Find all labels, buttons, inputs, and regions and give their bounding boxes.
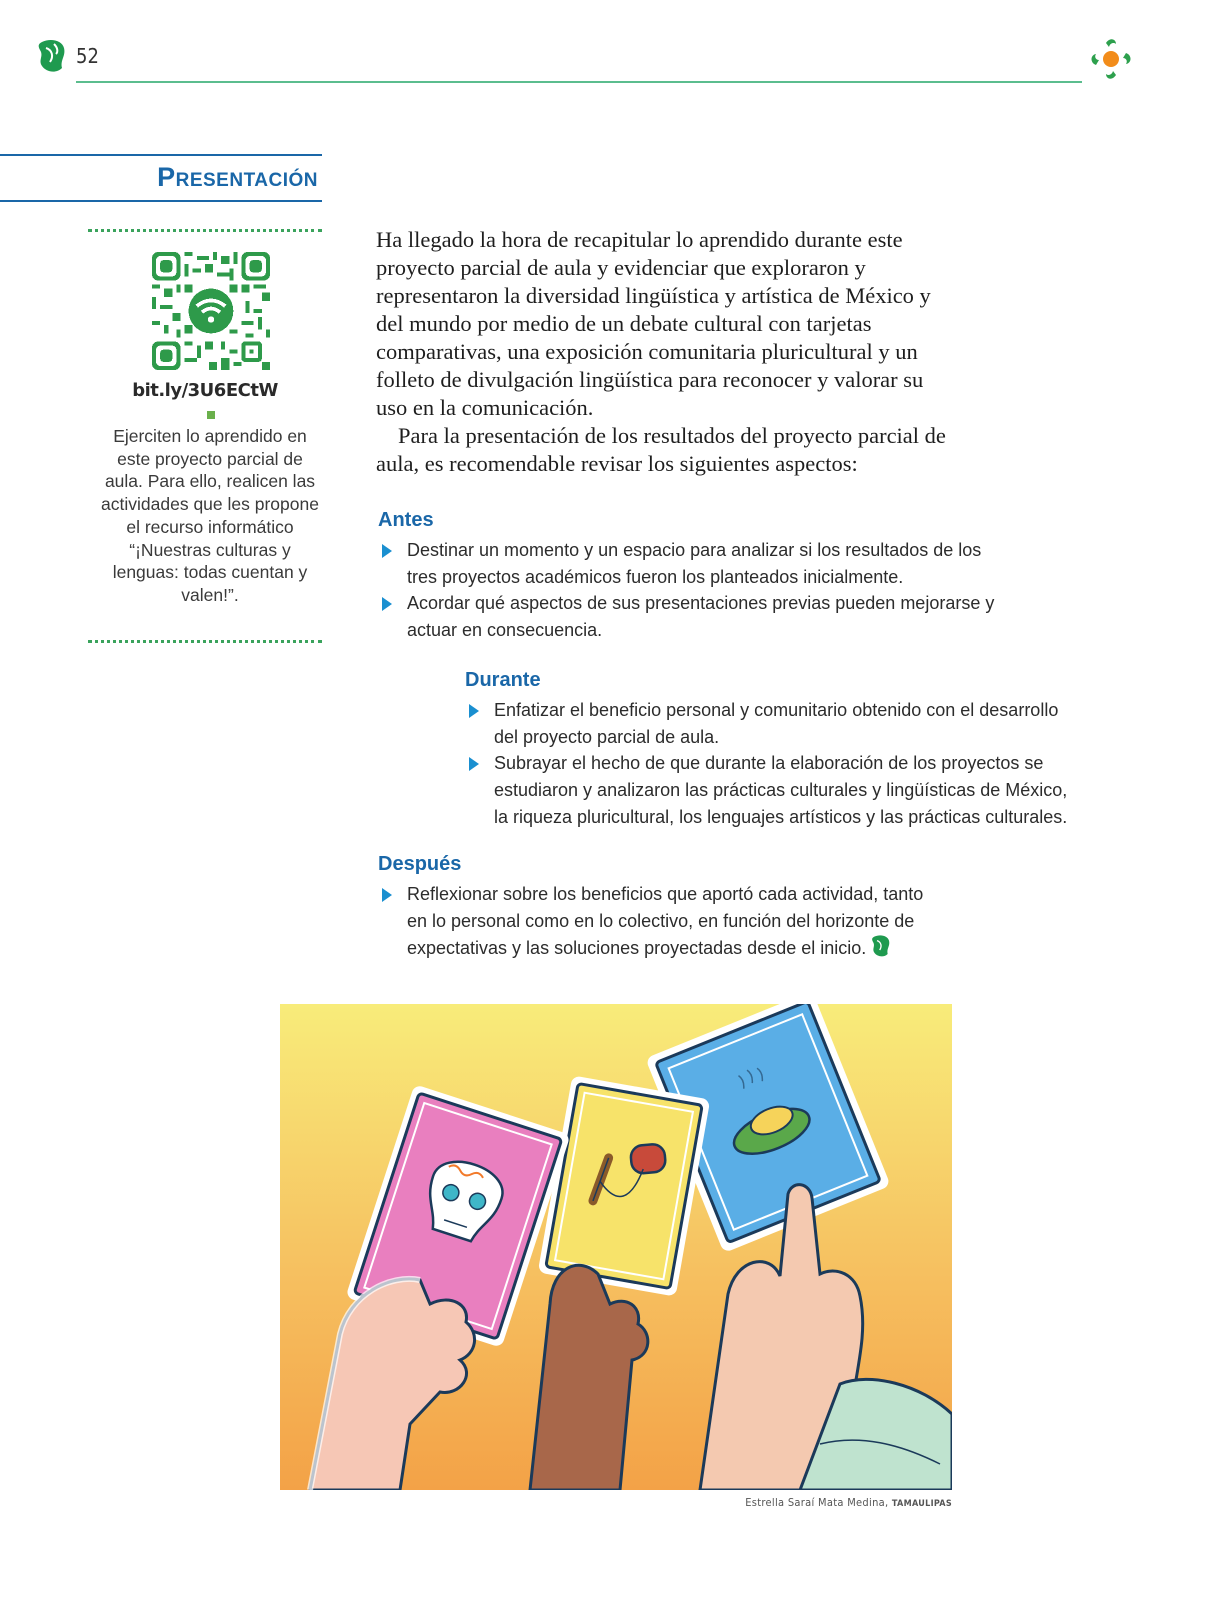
list-item: Acordar qué aspectos de sus presentaciones previas pueden mejorarse y actuar en consecuencia.	[378, 590, 998, 643]
hands-holding-loteria-cards-illustration	[280, 1004, 952, 1490]
qr-code-icon[interactable]	[152, 252, 270, 370]
list-item: Destinar un momento y un espacio para analizar si los resultados de los tres proyectos académicos fueron los planteados inicialmente.	[378, 537, 998, 590]
bullet-square	[207, 411, 215, 419]
bullet-arrow-icon	[382, 888, 392, 902]
sidebar-dotted-rule-bottom	[88, 640, 322, 643]
intro-text	[376, 226, 956, 478]
despues-list	[378, 881, 938, 962]
antes-list	[378, 537, 998, 644]
header-divider	[76, 81, 1082, 83]
flower-emblem-icon	[1086, 33, 1136, 83]
despues-heading: Después	[378, 853, 462, 875]
list-item: Reflexionar sobre los beneficios que aportó cada actividad, tanto en lo personal como en lo colectivo, en función del horizonte de expectativas y las soluciones proyectadas desde el inicio.	[378, 881, 938, 962]
leaf-emblem-icon	[36, 38, 68, 74]
intro-paragraph-2: Para la presentación de los resultados del proyecto parcial de aula, es recomendable revisar los siguientes aspectos:	[376, 423, 946, 476]
section-title: Presentación	[157, 162, 318, 192]
durante-list	[465, 697, 1085, 831]
bullet-arrow-icon	[382, 544, 392, 558]
list-item: Subrayar el hecho de que durante la elaboración de los proyectos se estudiaron y analizaron las prácticas culturales y lingüísticas de México, la riqueza pluricultural, los lenguajes artísticos y las prácticas culturales.	[465, 750, 1085, 830]
leaf-end-mark-icon	[870, 934, 892, 958]
sidebar-description: Ejerciten lo aprendido en este proyecto parcial de aula. Para ello, realicen las actividades que les propone el recurso informático “¡Nuestras culturas y lenguas: todas cuentan y valen!”.	[101, 426, 319, 605]
bullet-arrow-icon	[469, 704, 479, 718]
title-rule-top	[0, 154, 322, 156]
short-url-link[interactable]: bit.ly/3U6ECtW	[132, 380, 278, 401]
antes-heading: Antes	[378, 509, 434, 531]
intro-paragraph-1: Ha llegado la hora de recapitular lo aprendido durante este proyecto parcial de aula y evidenciar que exploraron y representaron la diversidad lingüística y artística de México y del mundo por medio de un debate cultural con tarjetas comparativas, una exposición comunitaria pluricultural y un folleto de divulgación lingüística para reconocer y valorar su uso en la comunicación.	[376, 227, 931, 420]
list-item: Enfatizar el beneficio personal y comunitario obtenido con el desarrollo del proyecto parcial de aula.	[465, 697, 1085, 750]
illustration-credit: Estrella Saraí Mata Medina, TAMAULIPAS	[745, 1496, 952, 1509]
title-rule-bottom	[0, 200, 322, 202]
bullet-arrow-icon	[382, 597, 392, 611]
durante-heading: Durante	[465, 669, 541, 691]
page-number: 52	[76, 44, 99, 68]
bullet-arrow-icon	[469, 757, 479, 771]
sidebar-dotted-rule-top	[88, 229, 322, 232]
